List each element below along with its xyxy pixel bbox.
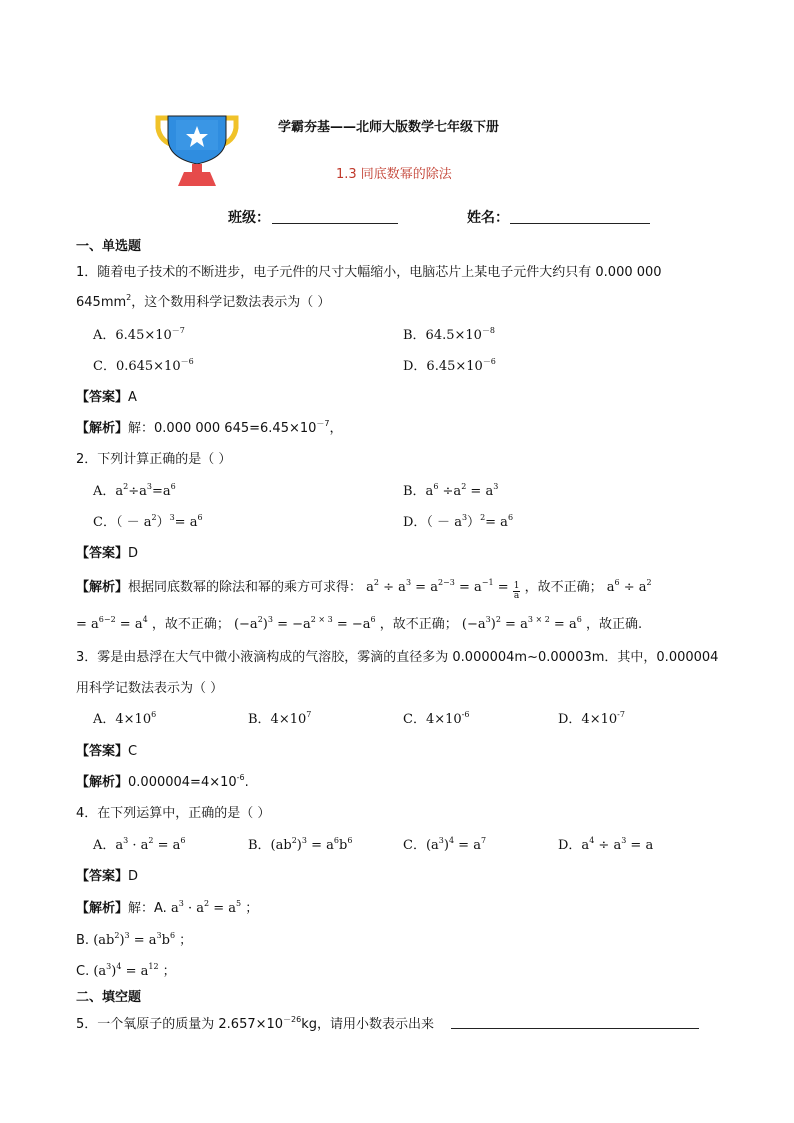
page-subtitle: 1.3 同底数幂的除法: [336, 167, 452, 182]
q3-option-b[interactable]: B．$4\times 10^7$: [248, 710, 312, 727]
q4-option-a[interactable]: A．$a^3 \cdot a^2 = a^6$: [93, 836, 186, 853]
q1-analysis: 【解析】解：0.000 000 $645=6.45\times 10^{-7}$，: [76, 419, 343, 436]
q1-option-c[interactable]: C．$0.645\times 10^{-6}$: [93, 357, 194, 374]
section-heading-fill-blank: 二、填空题: [76, 990, 142, 1005]
q3-stem-line2: 用科学记数法表示为（ ）: [76, 681, 224, 696]
q1-option-a[interactable]: A．$6.45\times 10^{-7}$: [93, 326, 185, 343]
q5-stem: 5．一个氧原子的质量为 $2.657\times 10^{-26}kg$，请用小数表示出来: [76, 1015, 435, 1032]
q3-option-a[interactable]: A．$4\times 10^6$: [93, 710, 157, 727]
trophy-logo: [154, 112, 240, 188]
q2-option-b[interactable]: B．$a^6 \div a^2 = a^3$: [403, 482, 499, 499]
q3-option-c[interactable]: C．$4\times 10^{-6}$: [403, 710, 470, 727]
q3-answer: 【答案】C: [76, 744, 138, 759]
q5-answer-blank[interactable]: [451, 1016, 699, 1029]
q1-answer: 【答案】A: [76, 390, 137, 405]
q4-analysis-line2: B. $(ab^2)^3 = a^3b^6$ ；: [76, 931, 193, 948]
class-field[interactable]: [272, 211, 398, 224]
q2-analysis-line1: 【解析】根据同底数幂的除法和幂的乘方可求得： $a^2 \div a^3 = a^{2-3} = a^{-1}$ = $\frac{1}{a}$ ，故不正确； $a^6 \div a^2$: [76, 578, 652, 601]
q2-answer: 【答案】D: [76, 546, 139, 561]
name-field[interactable]: [510, 211, 650, 224]
class-label: 班级：: [228, 210, 270, 226]
q4-option-d[interactable]: D．$a^4 \div a^3 = a$: [558, 836, 654, 853]
q3-analysis: 【解析】$0.000004=4\times 10^{-6}$.: [76, 773, 249, 790]
q4-option-b[interactable]: B．$(ab^2)^3 = a^6b^6$: [248, 836, 353, 853]
name-label: 姓名：: [467, 210, 509, 226]
q1-option-b[interactable]: B．$64.5\times 10^{-8}$: [403, 326, 496, 343]
q4-option-c[interactable]: C．$(a^3)^4 = a^7$: [403, 836, 487, 853]
q2-option-d[interactable]: D．（ － $a^3)^2= a^6$: [403, 513, 514, 530]
section-heading-single-choice: 一、单选题: [76, 239, 142, 254]
q2-option-c[interactable]: C．（ － $a^2)^3= a^6$: [93, 513, 203, 530]
q4-stem: 4．在下列运算中，正确的是（ ）: [76, 806, 271, 821]
q4-answer: 【答案】D: [76, 869, 139, 884]
q3-option-d[interactable]: D．$4\times 10^{-7}$: [558, 710, 625, 727]
q2-option-a[interactable]: A．$a^2\div a^3=a^6$: [93, 482, 176, 499]
q4-analysis-line3: C. $(a^3)^4 = a^{12}$ ；: [76, 962, 176, 979]
q1-stem-line2: $645mm^2$，这个数用科学记数法表示为（ ）: [76, 293, 331, 310]
page-title: 学霸夯基——北师大版数学七年级下册: [278, 120, 500, 135]
q4-analysis-line1: 【解析】解：A. $a^3 \cdot a^2 = a^5$ ；: [76, 899, 259, 916]
q2-stem: 2．下列计算正确的是（ ）: [76, 452, 232, 467]
q1-stem-line1: 1．随着电子技术的不断进步，电子元件的尺寸大幅缩小，电脑芯片上某电子元件大约只有 0.000 000: [76, 265, 662, 280]
q2-analysis-line2: = $a^{6-2} = a^4$ ，故不正确； $(-a^2)^3 = -a^{2 \times 3} = -a^6$ ，故不正确； $(-a^3)^2 = a^{3 \times 2} = a^6$ ，故正确.: [76, 615, 643, 632]
q3-stem-line1: 3．雾是由悬浮在大气中微小液滴构成的气溶胶，雾滴的直径多为 0.000004m~0.00003m．其中，0.000004: [76, 650, 719, 665]
q1-option-d[interactable]: D．$6.45\times 10^{-6}$: [403, 357, 496, 374]
